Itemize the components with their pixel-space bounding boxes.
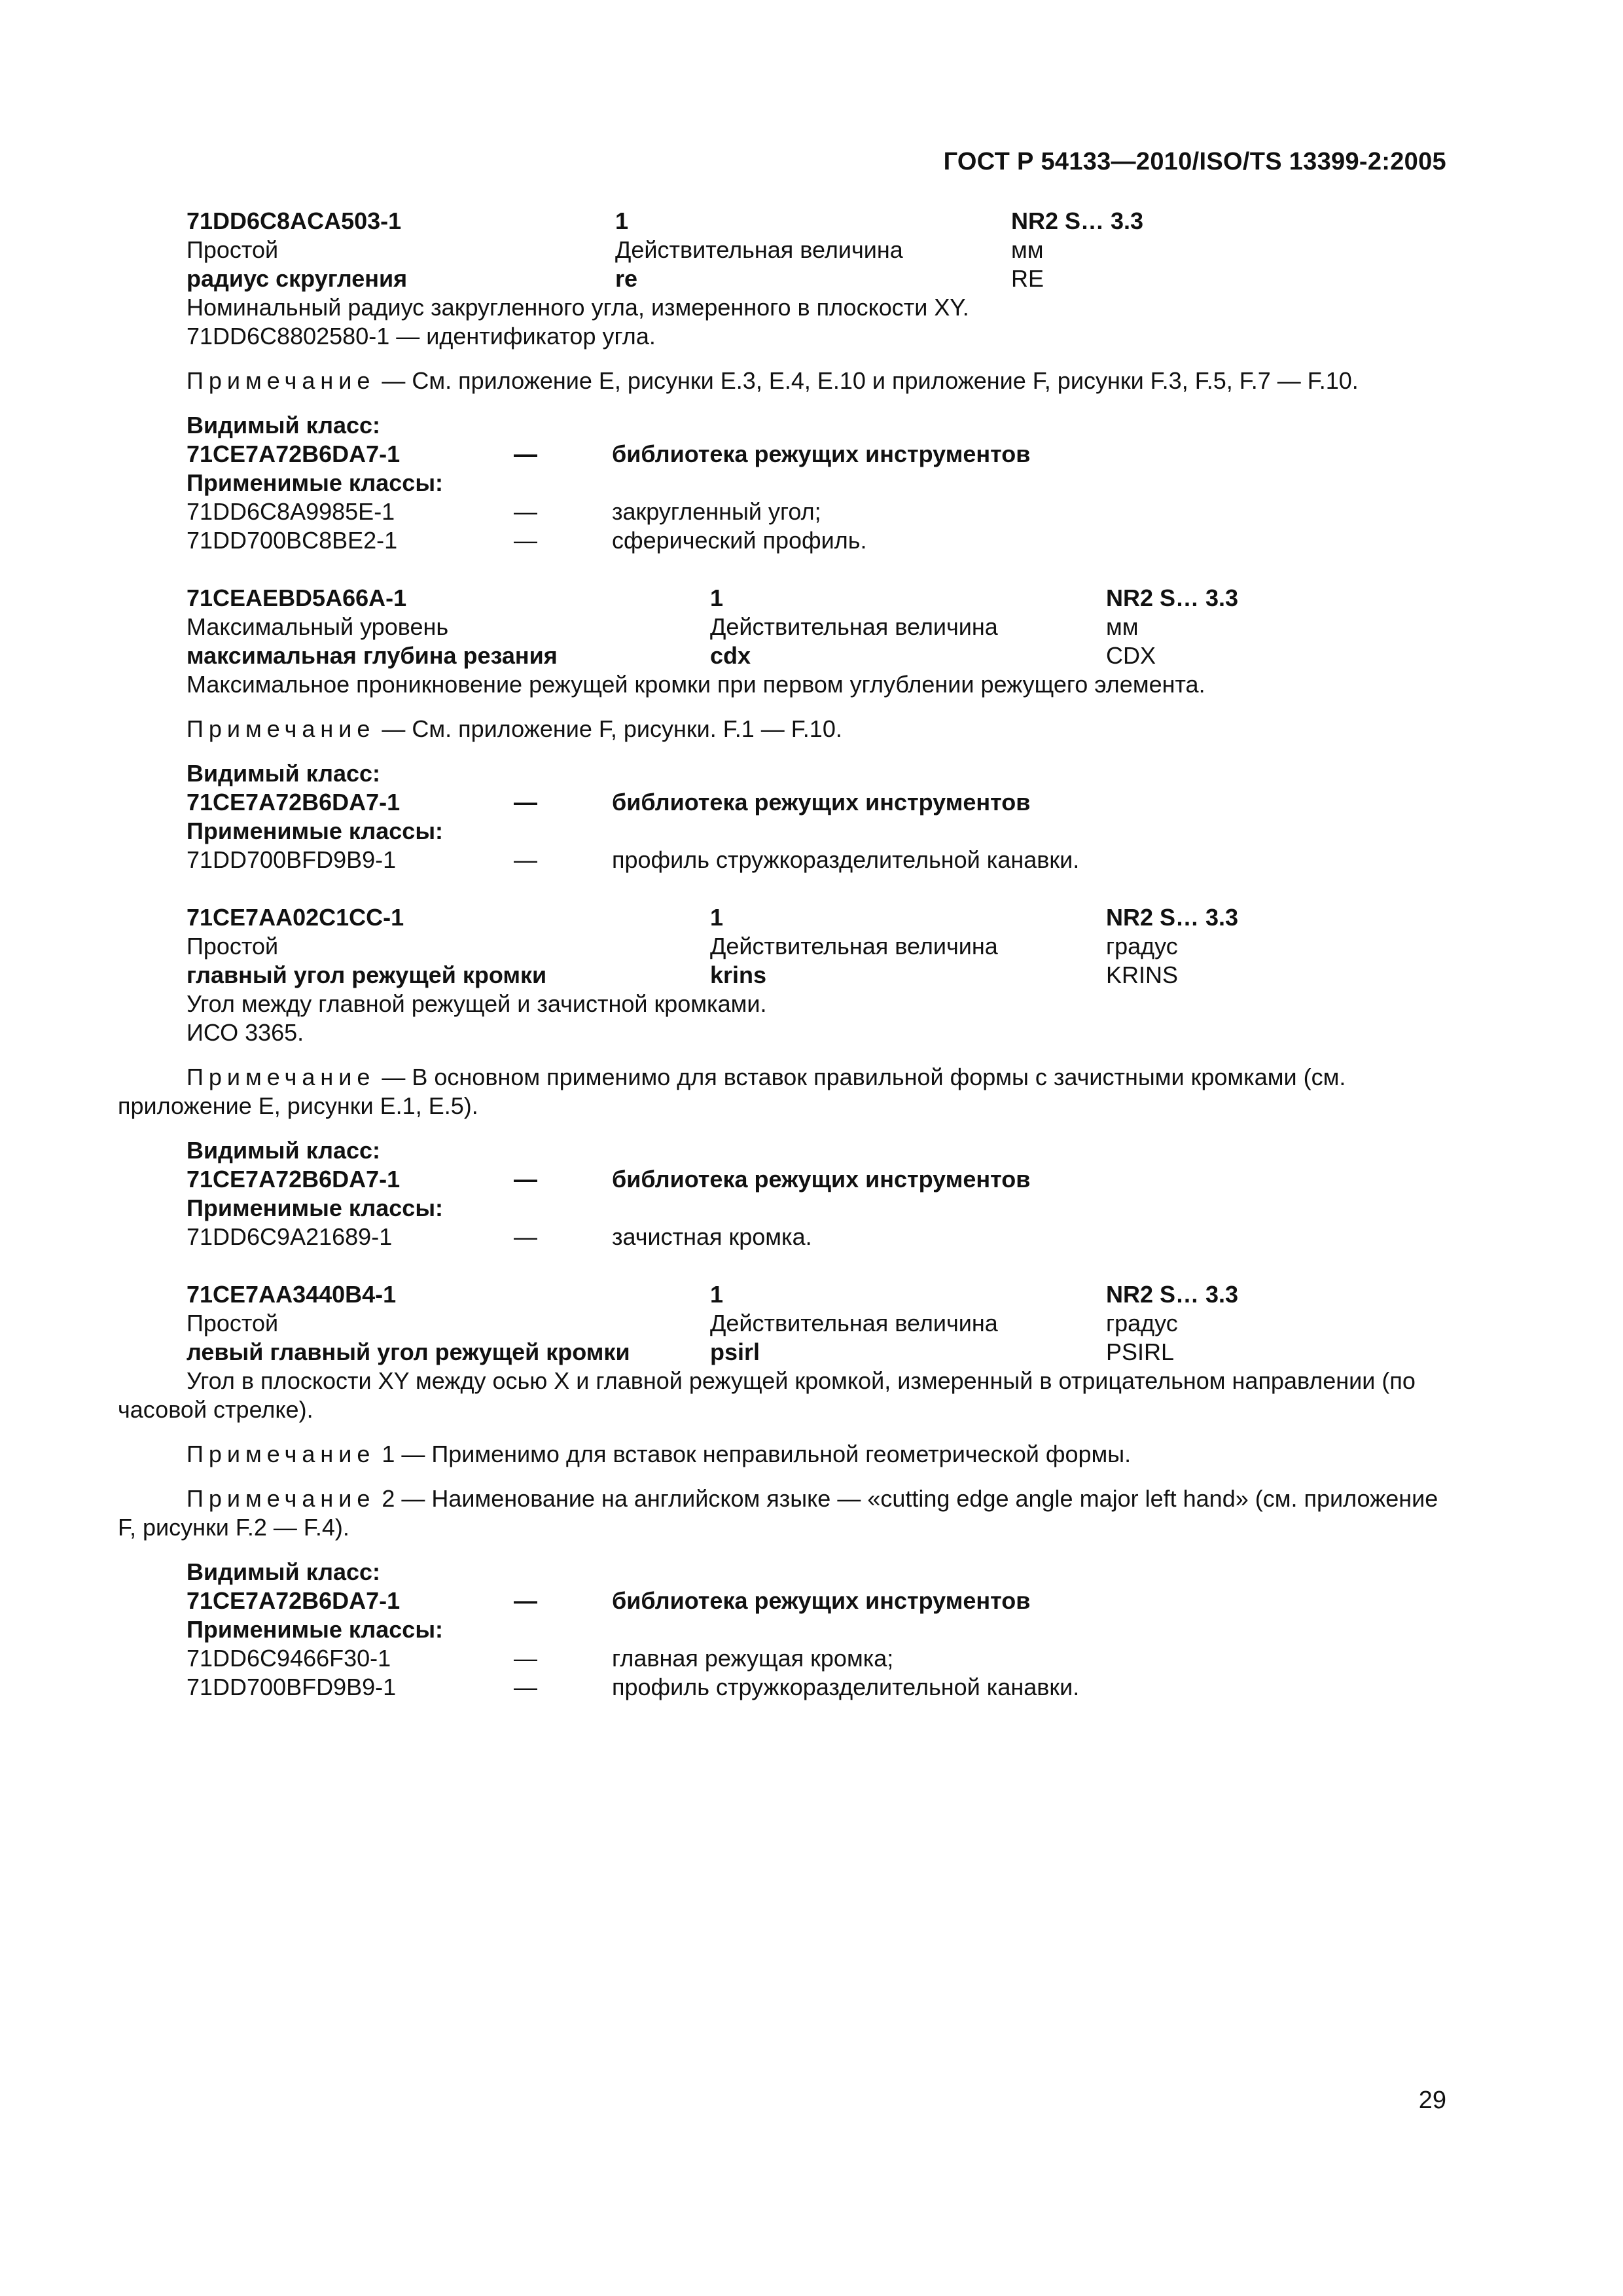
property-category: Простой	[187, 933, 279, 960]
property-unit: градус	[1106, 933, 1178, 960]
visible-class-row	[187, 440, 1446, 469]
property-symbol: cdx	[710, 642, 751, 669]
class-id: 71DD700BFD9B9-1	[187, 1674, 397, 1700]
class-id: 71CE7A72B6DA7-1	[187, 1166, 401, 1193]
property-definition-extra: 71DD6C8802580-1 — идентификатор угла.	[187, 323, 656, 350]
note-text: — См. приложение F, рисунки. F.1 — F.10.	[375, 715, 842, 742]
property-id: 71DD6C8ACA503-1	[187, 207, 402, 234]
class-id: 71DD6C8A9985E-1	[187, 498, 395, 525]
property-summary	[187, 207, 1446, 293]
class-id: 71CE7A72B6DA7-1	[187, 440, 401, 467]
page-content	[118, 207, 1446, 1731]
property-entry	[118, 1280, 1446, 1702]
property-version: 1	[710, 1281, 724, 1308]
property-summary	[187, 1280, 1446, 1367]
class-name: главная режущая кромка;	[612, 1645, 894, 1672]
property-version: 1	[710, 904, 724, 931]
applicable-class-row	[187, 846, 1446, 874]
visible-class-row	[187, 1587, 1446, 1615]
note	[118, 1484, 1446, 1542]
note-text: 1 — Применимо для вставок неправильной геометрической формы.	[375, 1441, 1132, 1467]
applicable-class-row	[187, 497, 1446, 526]
property-entry	[118, 207, 1446, 555]
class-name: закругленный угол;	[612, 498, 821, 525]
property-definition: Номинальный радиус закругленного угла, измеренного в плоскости XY.	[187, 294, 969, 321]
class-id: 71DD700BFD9B9-1	[187, 846, 397, 873]
property-code: CDX	[1106, 642, 1156, 669]
visible-class-label: Видимый класс:	[187, 412, 380, 439]
property-symbol: re	[615, 265, 638, 292]
property-symbol: krins	[710, 961, 767, 988]
property-unit: градус	[1106, 1310, 1178, 1336]
property-entry	[118, 903, 1446, 1251]
property-code: RE	[1011, 265, 1044, 292]
class-name: библиотека режущих инструментов	[612, 1166, 1031, 1193]
property-symbol: psirl	[710, 1338, 760, 1365]
class-dash: —	[514, 846, 537, 873]
property-version: 1	[615, 207, 629, 234]
class-block	[187, 759, 1446, 874]
class-id: 71DD700BC8BE2-1	[187, 527, 398, 554]
class-name: профиль стружкоразделительной канавки.	[612, 846, 1080, 873]
property-reference: NR2 S… 3.3	[1106, 1281, 1239, 1308]
property-category: Простой	[187, 236, 279, 263]
property-definition: Максимальное проникновение режущей кромки при первом углублении режущего элемента.	[187, 671, 1205, 698]
note-label: Примечание	[187, 715, 376, 742]
visible-class-label: Видимый класс:	[187, 760, 380, 787]
class-id: 71CE7A72B6DA7-1	[187, 1587, 401, 1614]
note-text: — См. приложение E, рисунки E.3, E.4, E.10 и приложение F, рисунки F.3, F.5, F.7 — F.10.	[375, 367, 1359, 394]
applicable-class-row	[187, 1644, 1446, 1673]
class-block	[187, 1136, 1446, 1251]
applicable-classes-label: Применимые классы:	[187, 1194, 444, 1221]
visible-class-row	[187, 788, 1446, 817]
applicable-classes-label: Применимые классы:	[187, 1616, 444, 1643]
page-number: 29	[1418, 2087, 1446, 2114]
property-code: PSIRL	[1106, 1338, 1175, 1365]
property-value-type: Действительная величина	[710, 933, 998, 960]
property-id: 71CE7AA3440B4-1	[187, 1281, 397, 1308]
property-name: радиус скругления	[187, 265, 408, 292]
note	[118, 1440, 1446, 1469]
applicable-class-row	[187, 1223, 1446, 1251]
property-summary	[187, 903, 1446, 990]
property-category: Максимальный уровень	[187, 613, 449, 640]
class-dash: —	[514, 498, 537, 525]
class-block	[187, 411, 1446, 555]
property-category: Простой	[187, 1310, 279, 1336]
visible-class-label: Видимый класс:	[187, 1137, 380, 1164]
property-definition: Угол между главной режущей и зачистной кромками.	[187, 990, 767, 1017]
class-dash: —	[514, 789, 537, 816]
property-name: левый главный угол режущей кромки	[187, 1338, 630, 1365]
property-name: главный угол режущей кромки	[187, 961, 547, 988]
class-dash: —	[514, 440, 537, 467]
class-name: зачистная кромка.	[612, 1223, 812, 1250]
class-block	[187, 1558, 1446, 1702]
property-unit: мм	[1011, 236, 1044, 263]
class-name: библиотека режущих инструментов	[612, 789, 1031, 816]
property-code: KRINS	[1106, 961, 1179, 988]
property-value-type: Действительная величина	[710, 613, 998, 640]
property-value-type: Действительная величина	[615, 236, 903, 263]
note-text: 2 — Наименование на английском языке — «cutting edge angle major left hand» (см. приложение F, рисунки F.2 — F.4).	[118, 1485, 1438, 1541]
property-reference: NR2 S… 3.3	[1106, 584, 1239, 611]
property-value-type: Действительная величина	[710, 1310, 998, 1336]
class-dash: —	[514, 1166, 537, 1193]
property-id: 71CEAEBD5A66A-1	[187, 584, 407, 611]
document-header: ГОСТ Р 54133—2010/ISO/TS 13399-2:2005	[943, 148, 1446, 175]
property-name: максимальная глубина резания	[187, 642, 558, 669]
note-label: Примечание	[187, 1441, 376, 1467]
property-definition: Угол в плоскости XY между осью X и главной режущей кромкой, измеренный в отрицательном направлении (по часовой стрелке).	[118, 1367, 1416, 1423]
class-dash: —	[514, 1223, 537, 1250]
property-unit: мм	[1106, 613, 1139, 640]
note	[118, 367, 1446, 395]
class-dash: —	[514, 1645, 537, 1672]
visible-class-label: Видимый класс:	[187, 1558, 380, 1585]
note-label: Примечание	[187, 1064, 376, 1090]
property-version: 1	[710, 584, 724, 611]
property-id: 71CE7AA02C1CC-1	[187, 904, 404, 931]
applicable-class-row	[187, 1673, 1446, 1702]
note-label: Примечание	[187, 1485, 376, 1512]
applicable-class-row	[187, 526, 1446, 555]
applicable-classes-label: Применимые классы:	[187, 817, 444, 844]
class-dash: —	[514, 1674, 537, 1700]
note	[118, 715, 1446, 744]
property-definition-extra: ИСО 3365.	[187, 1019, 304, 1046]
note-label: Примечание	[187, 367, 376, 394]
class-name: библиотека режущих инструментов	[612, 440, 1031, 467]
class-name: библиотека режущих инструментов	[612, 1587, 1031, 1614]
property-reference: NR2 S… 3.3	[1011, 207, 1144, 234]
class-name: профиль стружкоразделительной канавки.	[612, 1674, 1080, 1700]
class-dash: —	[514, 1587, 537, 1614]
class-name: сферический профиль.	[612, 527, 867, 554]
property-summary	[187, 584, 1446, 670]
note-text: — В основном применимо для вставок правильной формы с зачистными кромками (см. приложение E, рисунки E.1, E.5).	[118, 1064, 1346, 1119]
class-id: 71CE7A72B6DA7-1	[187, 789, 401, 816]
property-entry	[118, 584, 1446, 874]
applicable-classes-label: Применимые классы:	[187, 469, 444, 496]
class-id: 71DD6C9466F30-1	[187, 1645, 391, 1672]
visible-class-row	[187, 1165, 1446, 1194]
class-dash: —	[514, 527, 537, 554]
note	[118, 1063, 1446, 1121]
property-reference: NR2 S… 3.3	[1106, 904, 1239, 931]
class-id: 71DD6C9A21689-1	[187, 1223, 393, 1250]
